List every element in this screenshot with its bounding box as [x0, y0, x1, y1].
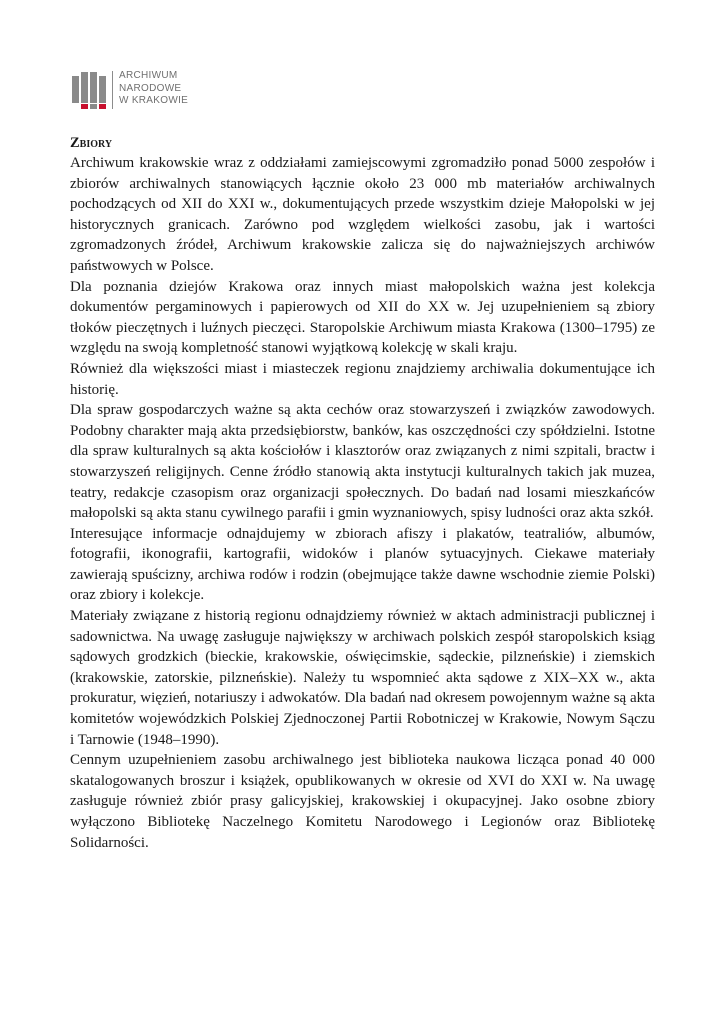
logo-divider	[112, 71, 113, 109]
paragraph-overview: Archiwum krakowskie wraz z oddziałami zamiejscowymi zgromadziło ponad 5000 zespołów i zbiorów archiwalnych stanowiących łącznie około 23 000 mb materiałów archiwalnych pochodzących od XII do XXI w., dokumentujących przede wszystkim dzieje Małopolski w jej historycznych granicach. Zarówno pod względem wielkości zasobu, jak i wartości zgromadzonych źródeł, Archiwum krakowskie zalicza się do najważniejszych archiwów państwowych w Polsce.	[70, 155, 655, 274]
archive-logo-icon	[72, 70, 106, 110]
paragraph-library: Cennym uzupełnieniem zasobu archiwalnego jest biblioteka naukowa licząca ponad 40 000 skatalogowanych broszur i książek, opublikowanych w okresie od XVI do XXI w. Na uwagę zasługuje również zbiór prasy galicyjskiej, krakowskiej i okupacyjnej. Jako osobne zbiory wyłączono Bibliotekę Naczelnego Komitetu Narodowego i Legionów oraz Bibliotekę Solidarności.	[70, 752, 655, 851]
logo-text	[119, 70, 188, 108]
archive-logo	[72, 70, 188, 110]
paragraph-collections: Interesujące informacje odnajdujemy w zbiorach afiszy i plakatów, teatraliów, albumów, fotografii, ikonografii, kartografii, widoków i planów sytuacyjnych. Ciekawe materiały zawierają spuścizny, archiwa rodów i rodzin (obejmujące także dawne wschodnie ziemie Polski) oraz zbiory i kolekcje.	[70, 525, 655, 604]
paragraph-economy: Dla spraw gospodarczych ważne są akta cechów oraz stowarzyszeń i związków zawodowych. Podobny charakter mają akta przedsiębiorstw, banków, kas oszczędności czy spółdzielni. Istotne dla spraw kulturalnych są akta kościołów i klasztorów oraz związanych z nimi szpitali, bractw i stowarzyszeń religijnych. Cenne źródło stanowią akta instytucji kulturalnych takich jak muzea, teatry, redakcje czasopism oraz organizacji społecznych. Do badań nad losami mieszkańców małopolski są akta stanu cywilnego parafii i gmin wyznaniowych, spisy ludności oraz akta szkół.	[70, 402, 655, 522]
logo-line-1: ARCHIWUM	[119, 70, 178, 81]
document-body	[70, 133, 655, 853]
paragraph-administration: Materiały związane z historią regionu odnajdziemy również w aktach administracji publicznej i sadownictwa. Na uwagę zasługuje największy w archiwach polskich zespół staropolskich ksiąg sądowych grodzkich (bieckie, krakowskie, oświęcimskie, sądeckie, pilzneńskie) i ziemskich (krakowskie, zatorskie, pilzneńskie). Należy tu wspomnieć akta sądowe z XIX–XX w., akta prokuratur, więzień, notariuszy i adwokatów. Dla badań nad okresem powojennym ważne są akta komitetów wojewódzkich Polskiej Zjednoczonej Partii Robotniczej w Krakowie, Nowym Sączu i Tarnowie (1948–1990).	[70, 608, 655, 748]
paragraph-towns: Również dla większości miast i miasteczek regionu znajdziemy archiwalia dokumentujące ich historię.	[70, 360, 655, 398]
logo-line-2: NARODOWE	[119, 82, 182, 94]
logo-line-3: W KRAKOWIE	[119, 95, 189, 106]
paragraph-documents: Dla poznania dziejów Krakowa oraz innych miast małopolskich ważna jest kolekcja dokumentów pergaminowych i papierowych od XII do XX w. Jej uzupełnieniem są zbiory tłoków pieczętnych i luźnych pieczęci. Staropolskie Archiwum miasta Krakowa (1300–1795) ze względu na swoją kompletność stanowi wyjątkową kolekcję w skali kraju.	[70, 278, 655, 357]
document-heading: Zbiory	[70, 135, 113, 151]
